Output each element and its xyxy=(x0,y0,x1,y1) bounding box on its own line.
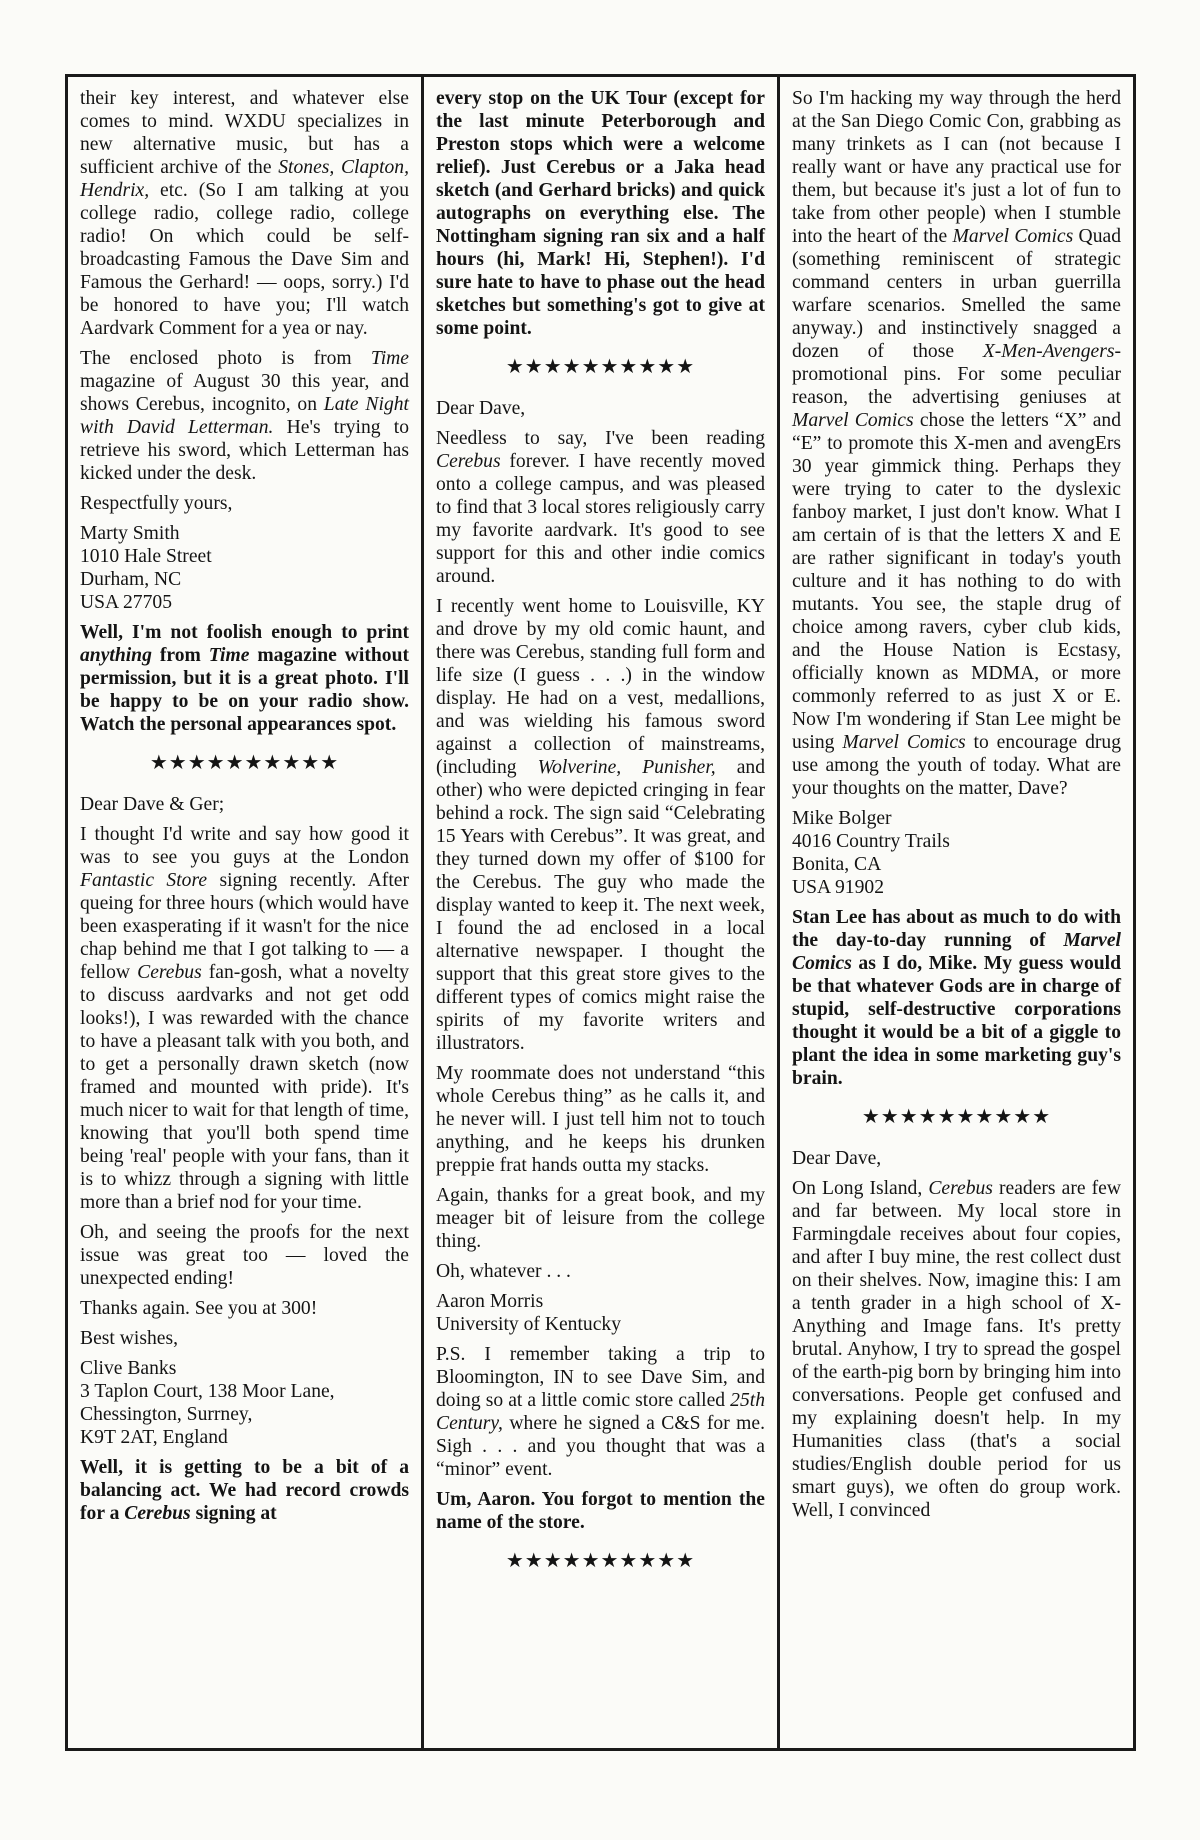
letter-paragraph: On Long Island, Cerebus readers are few and far between. My local store in Farmingdale receives about four copies, and after I buy mine, the rest collect dust on their shelves. Now, imagine this: I am a tenth grader in a high school of X-Anything and Image fans. It's pretty brutal. Anyhow, I try to spread the gospel of the earth-pig born by bringing him into conversations. People get confused and my explaining doesn't help. In my Humanities class (that's a social studies/English double period for us smart guys), we often do group work. Well, I convinced xyxy=(792,1178,1121,1521)
column-3 xyxy=(777,77,1133,1748)
star-divider: ★★★★★★★★★★ xyxy=(505,1550,696,1572)
editor-reply: Well, I'm not foolish enough to print anything from Time magazine without permission, but it is a great photo. I'll be happy to be on your radio show. Watch the personal appearances spot. xyxy=(80,622,409,735)
letter-paragraph: Oh, and seeing the proofs for the next issue was great too — loved the unexpected ending! xyxy=(80,1222,409,1289)
star-divider: ★★★★★★★★★★ xyxy=(505,356,696,378)
signature-block: Aaron Morris University of Kentucky xyxy=(436,1291,622,1335)
letter-paragraph: My roommate does not understand “this whole Cerebus thing” as he calls it, and he never will. I just tell him not to touch anything, and he keeps his drunken preppie frat hands outta my stacks. xyxy=(436,1063,765,1176)
letter-paragraph: Again, thanks for a great book, and my meager bit of leisure from the college thing. xyxy=(436,1185,765,1252)
editor-reply: every stop on the UK Tour (except for the last minute Peterborough and Preston stops which were a welcome relief). Just Cerebus or a Jaka head sketch (and Gerhard bricks) and quick autographs on everything else. The Nottingham signing ran six and a half hours (hi, Mark! Hi, Stephen!). I'd sure hate to have to phase out the head sketches but something's got to give at some point. xyxy=(436,88,765,339)
letter-paragraph: their key interest, and whatever else comes to mind. WXDU specializes in new alternative music, but has a sufficient archive of the Stones, Clapton, Hendrix, etc. (So I am talking at you college radio, college radio, college radio! On which could be self-broadcasting Famous the Dave Sim and Famous the Gerhard! — oops, sorry.) I'd be honored to have you; I'll watch Aardvark Comment for a yea or nay. xyxy=(80,88,409,339)
column-1 xyxy=(68,77,421,1748)
star-divider: ★★★★★★★★★★ xyxy=(149,752,340,774)
letter-closing: Best wishes, xyxy=(80,1328,178,1349)
letter-closing: Respectfully yours, xyxy=(80,493,233,514)
letter-greeting: Dear Dave & Ger; xyxy=(80,794,225,815)
letter-paragraph: Thanks again. See you at 300! xyxy=(80,1298,318,1319)
signature-block: Marty Smith 1010 Hale Street Durham, NC USA 27705 xyxy=(80,523,212,613)
letters-page xyxy=(65,74,1136,1751)
signature-block: Mike Bolger 4016 Country Trails Bonita, CA USA 91902 xyxy=(792,808,950,898)
letter-postscript: P.S. I remember taking a trip to Bloomington, IN to see Dave Sim, and doing so at a little comic store called 25th Century, where he signed a C&S for me. Sigh . . . and you thought that was a “minor” event. xyxy=(436,1344,765,1480)
editor-reply: Stan Lee has about as much to do with the day-to-day running of Marvel Comics as I do, Mike. My guess would be that whatever Gods are in charge of stupid, self-destructive corporations thought it would be a bit of a giggle to plant the idea in some marketing guy's brain. xyxy=(792,907,1121,1089)
star-divider: ★★★★★★★★★★ xyxy=(861,1106,1052,1128)
letter-closing: Oh, whatever . . . xyxy=(436,1261,571,1282)
editor-reply: Well, it is getting to be a bit of a balancing act. We had record crowds for a Cerebus signing at xyxy=(80,1457,409,1524)
letter-paragraph: Needless to say, I've been reading Cerebus forever. I have recently moved onto a college campus, and was pleased to find that 3 local stores religiously carry my favorite aardvark. It's good to see support for this and other indie comics around. xyxy=(436,428,765,587)
column-2 xyxy=(421,77,777,1748)
letter-paragraph: I recently went home to Louisville, KY and drove by my old comic haunt, and there was Cerebus, standing full form and life size (I guess . . .) in the window display. He had on a vest, medallions, and was wielding his famous sword against a collection of mainstreams, (including Wolverine, Punisher, and other) who were depicted cringing in fear behind a rock. The sign said “Celebrating 15 Years with Cerebus”. It was great, and they turned down my offer of $100 for the Cerebus. The guy who made the display wanted to keep it. The next week, I found the ad enclosed in a local alternative newspaper. I thought the support that this great store gives to the different types of comics might raise the spirits of my favorite writers and illustrators. xyxy=(436,596,765,1054)
editor-reply: Um, Aaron. You forgot to mention the name of the store. xyxy=(436,1489,765,1533)
letter-paragraph: So I'm hacking my way through the herd at the San Diego Comic Con, grabbing as many trinkets as I can (not because I really want or have any practical use for them, but because it's just a lot of fun to take from other people) when I stumble into the heart of the Marvel Comics Quad (something reminiscent of strategic command centers in urban guerrilla warfare scenarios. Smelled the same anyway.) and instinctively snagged a dozen of those X-Men-Avengers- promotional pins. For some peculiar reason, the advertising geniuses at Marvel Comics chose the letters “X” and “E” to promote this X-men and avengErs 30 year gimmick thing. Perhaps they were trying to cater to the dyslexic fanboy market, I just don't know. What I am certain of is that the letters X and E are rather significant in today's youth culture and it has nothing to do with mutants. You see, the staple drug of choice among ravers, cyber club kids, and the House Nation is Ecstasy, officially known as MDMA, or more commonly referred to as just X or E. Now I'm wondering if Stan Lee might be using Marvel Comics to encourage drug use among the youth of today. What are your thoughts on the matter, Dave? xyxy=(792,88,1122,799)
letter-paragraph: I thought I'd write and say how good it was to see you guys at the London Fantastic Store signing recently. After queing for three hours (which would have been exasperating if it wasn't for the nice chap behind me that I got talking to — a fellow Cerebus fan-gosh, what a novelty to discuss aardvarks and not get odd looks!), I was rewarded with the chance to have a pleasant talk with you both, and to get a personally drawn sketch (now framed and mounted with pride). It's much nicer to wait for that length of time, knowing that you'll both spend time being 'real' people with your fans, than it is to whizz through a signing with little more than a brief nod for your time. xyxy=(80,824,409,1213)
letter-greeting: Dear Dave, xyxy=(792,1148,882,1169)
signature-block: Clive Banks 3 Taplon Court, 138 Moor Lane, Chessington, Surrney, K9T 2AT, England xyxy=(80,1358,335,1448)
letter-paragraph: The enclosed photo is from Time magazine of August 30 this year, and shows Cerebus, incognito, on Late Night with David Letterman. He's trying to retrieve his sword, which Letterman has kicked under the desk. xyxy=(80,348,409,484)
letter-greeting: Dear Dave, xyxy=(436,398,526,419)
